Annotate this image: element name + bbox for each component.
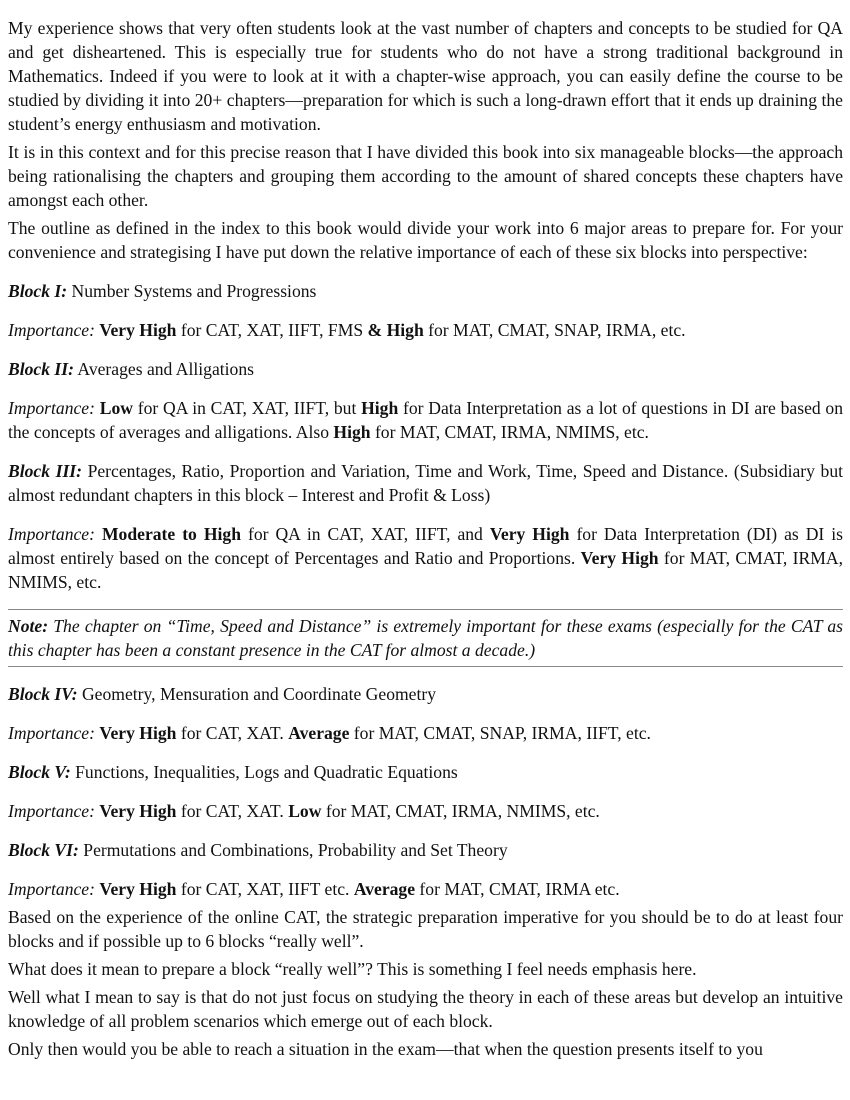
importance-segment: for CAT, XAT, IIFT etc. <box>176 879 354 899</box>
closing-paragraph-4: Only then would you be able to reach a situation in the exam—that when the question presents itself to you <box>8 1039 763 1059</box>
importance-segment: Very High <box>99 879 177 899</box>
block-importance <box>8 799 843 823</box>
block-heading <box>8 279 843 303</box>
block-title: Permutations and Combinations, Probability and Set Theory <box>83 840 508 860</box>
block-title: Geometry, Mensuration and Coordinate Geometry <box>81 684 437 704</box>
closing-paragraph-3: Well what I mean to say is that do not just focus on studying the theory in each of these areas but develop an intuitive knowledge of all problem scenarios which emerge out of each block. <box>8 987 843 1031</box>
importance-segment: for CAT, XAT. <box>176 723 289 743</box>
block-importance <box>8 522 843 594</box>
intro-paragraph-2: It is in this context and for this precise reason that I have divided this book into six manageable blocks—the approach being rationalising the chapters and grouping them according to the amount of shared concepts these chapters have amongst each other. <box>8 142 843 210</box>
block-title: Percentages, Ratio, Proportion and Variation, Time and Work, Time, Speed and Distance. (Subsidiary but almost redundant chapters in this block – Interest and Profit & Loss) <box>8 461 844 505</box>
importance-segment: Average <box>353 879 416 899</box>
importance-label: Importance: <box>8 801 95 821</box>
importance-segment: Very High <box>99 723 177 743</box>
block-heading <box>8 682 843 706</box>
importance-segment: for MAT, CMAT, IRMA, NMIMS, etc. <box>370 422 649 442</box>
document-page <box>8 16 843 1065</box>
note-text: The chapter on “Time, Speed and Distance” is extremely important for these exams (especially for the CAT as this chapter has been a constant presence in the CAT for almost a decade.) <box>8 616 843 660</box>
block-label: Block II: <box>8 359 74 379</box>
importance-label: Importance: <box>8 524 95 544</box>
block-heading <box>8 357 843 381</box>
block-title: Functions, Inequalities, Logs and Quadratic Equations <box>75 762 458 782</box>
importance-segment: & High <box>367 320 424 340</box>
importance-segment: Very High <box>489 524 570 544</box>
importance-segment: Low <box>288 801 322 821</box>
block-importance <box>8 318 843 342</box>
closing-paragraph-2: What does it mean to prepare a block “really well”? This is something I feel needs emphasis here. <box>8 959 697 979</box>
intro-paragraph-3: The outline as defined in the index to this book would divide your work into 6 major areas to prepare for. For your convenience and strategising I have put down the relative importance of each of these six blocks into perspective: <box>8 218 843 262</box>
importance-segment: for QA in CAT, XAT, IIFT, but <box>132 398 362 418</box>
importance-segment: for MAT, CMAT, IRMA etc. <box>415 879 620 899</box>
importance-segment: Very High <box>580 548 659 568</box>
block-label: Block IV: <box>8 684 78 704</box>
importance-segment: for MAT, CMAT, SNAP, IRMA, etc. <box>423 320 686 340</box>
importance-segment: Average <box>288 723 350 743</box>
importance-label: Importance: <box>8 723 95 743</box>
intro-paragraph-1: My experience shows that very often students look at the vast number of chapters and concepts to be studied for QA and get disheartened. This is especially true for students who do not have a strong traditional background in Mathematics. Indeed if you were to look at it with a chapter-wise approach, you can easily define the course to be studied by dividing it into 20+ chapters—preparation for which is such a long-drawn effort that it ends up draining the student’s energy enthusiasm and motivation. <box>8 18 843 134</box>
block-label: Block I: <box>8 281 68 301</box>
block-heading <box>8 838 843 862</box>
importance-segment: for Data Interpretation (DI) as DI is almost entirely based on the concept of Percentages and Ratio and Proportions. <box>8 524 844 568</box>
importance-segment: for CAT, XAT. <box>176 801 289 821</box>
importance-segment: for CAT, XAT, IIFT, FMS <box>176 320 368 340</box>
block-title: Number Systems and Progressions <box>71 281 317 301</box>
block-heading <box>8 459 843 507</box>
importance-segment: Low <box>99 398 133 418</box>
block-importance <box>8 721 843 745</box>
importance-label: Importance: <box>8 320 95 340</box>
importance-label: Importance: <box>8 879 95 899</box>
importance-segment: for Data Interpretation as a lot of questions in DI are based on the concepts of averages and alligations. Also <box>8 398 844 442</box>
block-importance <box>8 396 843 444</box>
importance-label: Importance: <box>8 398 95 418</box>
block-label: Block V: <box>8 762 71 782</box>
block-title: Averages and Alligations <box>77 359 254 379</box>
importance-segment: for MAT, CMAT, SNAP, IRMA, IIFT, etc. <box>349 723 651 743</box>
importance-segment: Very High <box>99 801 177 821</box>
closing-paragraph-1: Based on the experience of the online CAT, the strategic preparation imperative for you should be to do at least four blocks and if possible up to 6 blocks “really well”. <box>8 907 843 951</box>
importance-segment: for QA in CAT, XAT, IIFT, and <box>241 524 490 544</box>
importance-segment: for MAT, CMAT, IRMA, NMIMS, etc. <box>321 801 600 821</box>
block-importance <box>8 877 843 901</box>
importance-segment: for MAT, CMAT, IRMA, NMIMS, etc. <box>8 548 843 592</box>
block-label: Block VI: <box>8 840 79 860</box>
importance-segment: Very High <box>99 320 177 340</box>
importance-segment: High <box>361 398 399 418</box>
block-label: Block III: <box>8 461 82 481</box>
note-box <box>8 609 843 667</box>
block-heading <box>8 760 843 784</box>
importance-segment: Moderate to High <box>101 524 241 544</box>
importance-segment: High <box>333 422 371 442</box>
note-label: Note: <box>8 616 49 636</box>
